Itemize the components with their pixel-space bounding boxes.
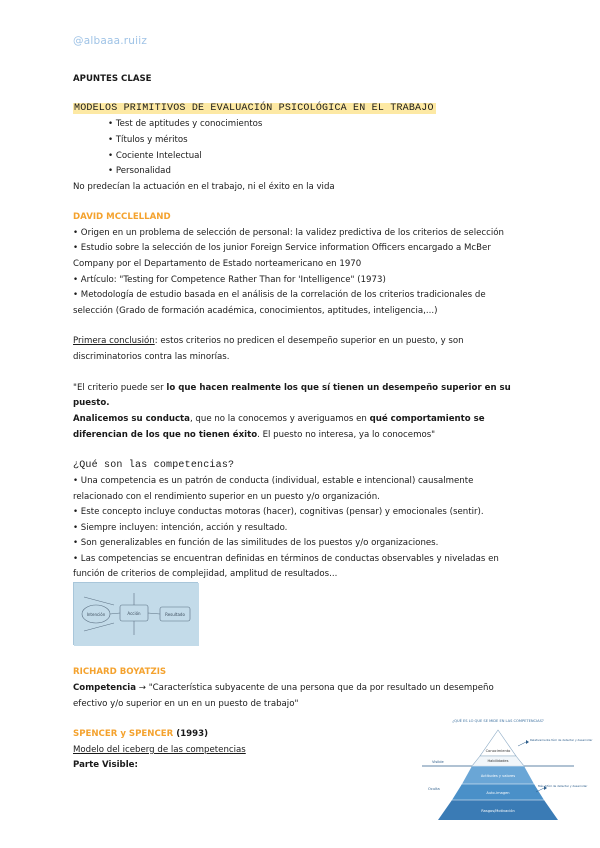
paragraph-line: selección (Grado de formación académica, conocimientos, aptitudes, inteligencia,...): [73, 306, 438, 316]
paragraph-line: • Origen en un problema de selección de personal: la validez predictiva de los criterios de selección: [73, 228, 504, 238]
boyatzis-definition-l2: efectivo y/o superior en un en un puesto de trabajo": [73, 699, 299, 709]
paragraph-line: • Este concepto incluye conductas motoras (hacer), cognitivas (pensar) y emocionales (sentir).: [73, 507, 484, 517]
fig-label: Acción: [127, 611, 141, 616]
arrow-icon: [518, 740, 529, 746]
visible-label: Visible: [432, 760, 444, 764]
list-item: • Títulos y méritos: [108, 135, 188, 145]
iceberg-level: Rasgos/Motivación: [481, 809, 515, 813]
iceberg-model-title: Modelo del iceberg de las competencias: [73, 745, 246, 755]
iceberg-level: Conocimiento: [485, 749, 511, 753]
spencer-title: SPENCER y SPENCER (1993): [73, 729, 209, 739]
paragraph-line: • Siempre incluyen: intención, acción y resultado.: [73, 523, 288, 533]
list-item: • Test de aptitudes y conocimientos: [108, 119, 263, 129]
hidden-label: Oculta: [428, 787, 440, 791]
fig-label: Intención: [86, 612, 106, 617]
paragraph-line: función de criterios de complejidad, amplitud de resultados...: [73, 569, 338, 579]
mcclelland-title: DAVID MCCLELLAND: [73, 212, 171, 222]
paragraph-line: • Metodología de estudio basada en el análisis de la correlación de los criterios tradicionales de: [73, 290, 486, 300]
list-item: • Personalidad: [108, 166, 171, 176]
boyatzis-definition: Competencia → "Característica subyacente de una persona que da por resultado un desempeño: [73, 683, 494, 693]
paragraph-line: • Estudio sobre la selección de los junior Foreign Service information Officers encargado a McBer: [73, 243, 491, 253]
paragraph-line: discriminatorios contra las minorías.: [73, 352, 230, 362]
quote-line: puesto.: [73, 398, 110, 408]
quote-line: diferencian de los que no tienen éxito. El puesto no interesa, ya lo conocemos": [73, 430, 436, 440]
section1-title-text: MODELOS PRIMITIVOS DE EVALUACIÓN PSICOLÓGICA EN EL TRABAJO: [74, 103, 434, 114]
paragraph-line: • Son generalizables en función de las similitudes de los puestos y/o organizaciones.: [73, 538, 439, 548]
iceberg-level: Habilidades: [487, 759, 509, 763]
visible-part-label: Parte Visible:: [73, 760, 138, 770]
iceberg-level: Auto-imagen: [486, 791, 510, 795]
competency-diagram: [74, 583, 199, 646]
watermark: @albaaa.ruiiz: [73, 35, 148, 47]
iceberg-note-top: Relativamente fácil de detectar y desarrollar: [530, 738, 593, 742]
iceberg-note-bottom: Más difícil de detectar y desarrollar: [538, 784, 588, 788]
iceberg-level: Actitudes y valores: [480, 774, 516, 778]
first-conclusion: Primera conclusión: estos criterios no predicen el desempeño superior en un puesto, y son: [73, 336, 464, 346]
notes-title: APUNTES CLASE: [73, 74, 152, 84]
iceberg-diagram: [418, 716, 593, 826]
competency-diagram-image: [73, 582, 198, 645]
paragraph-line: relacionado con el rendimiento superior en un puesto y/o organización.: [73, 492, 380, 502]
list-item: • Cociente Intelectual: [108, 151, 202, 161]
quote-line: "El criterio puede ser lo que hacen realmente los que sí tienen un desempeño superior en su: [73, 383, 511, 393]
iceberg-title: ¿QUÉ ES LO QUE SE MIDE EN LAS COMPETENCIAS?: [452, 719, 544, 723]
fig-label: Resultado: [165, 612, 185, 617]
section1-title: [73, 101, 436, 117]
paragraph-line: • Una competencia es un patrón de conducta (individual, estable e intencional) causalmente: [73, 476, 474, 486]
paragraph-line: • Artículo: "Testing for Competence Rather Than for 'Intelligence" (1973): [73, 275, 386, 285]
competencias-title: ¿Qué son las competencias?: [73, 460, 235, 471]
section1-conclusion: No predecían la actuación en el trabajo, ni el éxito en la vida: [73, 182, 335, 192]
paragraph-line: • Las competencias se encuentran definidas en términos de conductas observables y niveladas en: [73, 554, 499, 564]
quote-line: Analicemos su conducta, que no la conocemos y averiguamos en qué comportamiento se: [73, 414, 485, 424]
boyatzis-title: RICHARD BOYATZIS: [73, 667, 167, 677]
paragraph-line: Company por el Departamento de Estado norteamericano en 1970: [73, 259, 362, 269]
